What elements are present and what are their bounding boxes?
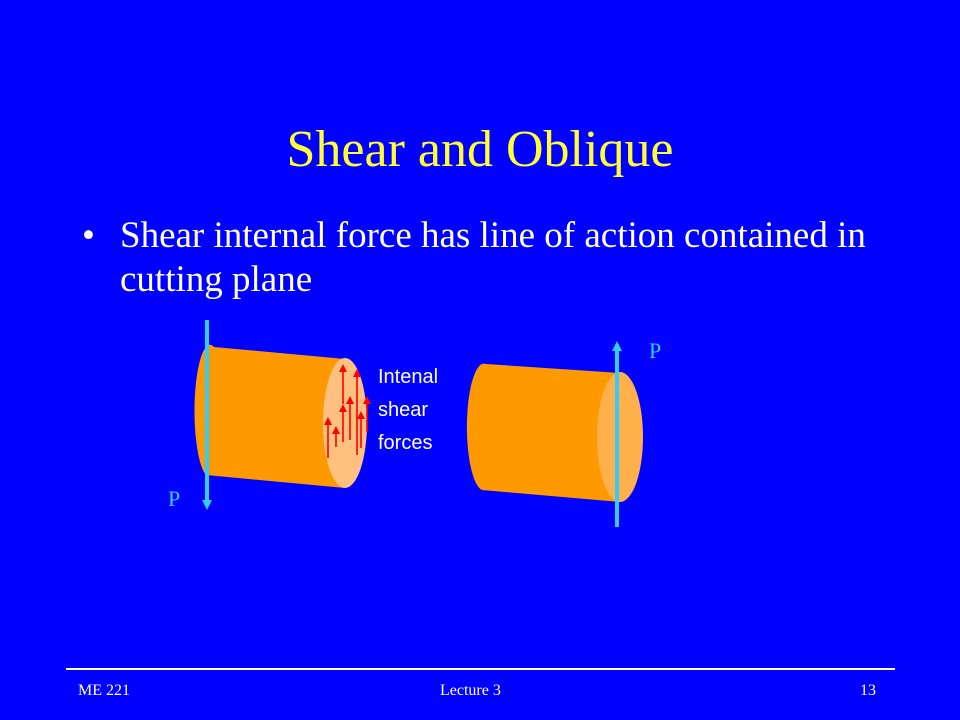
left-force-label: P bbox=[168, 486, 181, 511]
shear-forces-annotation bbox=[378, 366, 438, 454]
annotation-line-3: forces bbox=[378, 432, 433, 454]
left-cylinder bbox=[194, 345, 367, 488]
bullet-dot: • bbox=[82, 215, 95, 256]
right-cylinder-body bbox=[467, 364, 620, 502]
footer-lecture: Lecture 3 bbox=[440, 682, 501, 699]
footer-course: ME 221 bbox=[78, 682, 130, 699]
right-cut-face bbox=[597, 372, 643, 502]
footer-page-number: 13 bbox=[860, 682, 876, 699]
footer-divider bbox=[66, 668, 895, 670]
annotation-line-2: shear bbox=[378, 399, 429, 421]
right-force-label: P bbox=[649, 338, 662, 363]
annotation-line-1: Intenal bbox=[378, 366, 439, 388]
slide-title: Shear and Oblique bbox=[286, 121, 674, 178]
left-cylinder-body bbox=[194, 345, 345, 488]
bullet-text: Shear internal force has line of action contained in cutting plane bbox=[120, 215, 866, 300]
